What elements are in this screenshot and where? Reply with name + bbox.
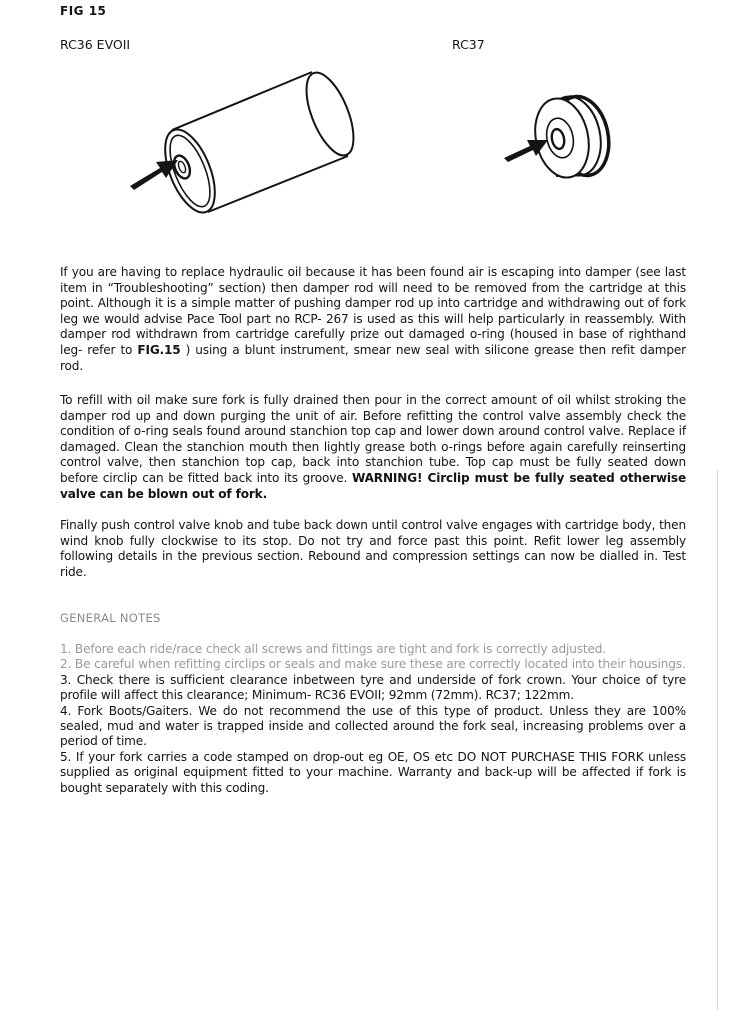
- general-notes-list: [60, 642, 686, 796]
- warning-text: WARNING! Circlip must be fully seated otherwise valve can be blown out of fork.: [60, 470, 686, 501]
- rc36-cartridge-illustration: [120, 64, 360, 224]
- paragraph-text: Finally push control valve knob and tube back down until control valve engages with cartridge body, then wind knob fully clockwise to its stop. Do not try and force past this point. Refit lower leg assembly following details in the previous section. Rebound and compression settings can now be dialled in. Test ride.: [60, 518, 686, 579]
- note-item: 4. Fork Boots/Gaiters. We do not recommend the use of this type of product. Unless they are 100% sealed, mud and water is trapped inside and collected around the fork seal, increasing problems over a period of time.: [60, 703, 686, 749]
- note-item: 1. Before each ride/race check all screws and fittings are tight and fork is correctly adjusted.: [60, 642, 606, 656]
- paragraph-text: To refill with oil make sure fork is fully drained then pour in the correct amount of oil whilst stroking the damper rod up and down purging the unit of air. Before refitting the control valve assembly check the condition of o-ring seals found around stanchion top cap and lower down around control valve. Replace if damaged. Clean the stanchion mouth then lightly grease both o-rings before again carefully reinserting control valve, then stanchion top cap, back into stanchion tube. Top cap must be fully seated down before circlip can be fitted back into its groove.: [60, 393, 686, 485]
- note-item: 2. Be careful when refitting circlips or seals and make sure these are correctly located into their housings.: [60, 657, 686, 672]
- general-notes-heading: GENERAL NOTES: [60, 611, 161, 625]
- rc36-evoii-label: RC36 EVOII: [60, 37, 131, 52]
- rc37-label: RC37: [452, 37, 485, 52]
- paragraph-final-steps: [60, 518, 686, 580]
- paragraph-replace-hydraulic-oil: [60, 265, 686, 374]
- figure-reference: FIG.15: [137, 342, 181, 357]
- paragraph-refill-oil: [60, 393, 686, 502]
- note-item: 3. Check there is sufficient clearance inbetween tyre and underside of fork crown. Your choice of tyre profile will affect this clearance; Minimum- RC36 EVOII; 92mm (72mm). RC37; 122mm.: [60, 672, 686, 703]
- paragraph-text: If you are having to replace hydraulic oil because it has been found air is escaping into damper (see last item in “Troubleshooting” section) then damper rod will need to be removed from the cartridge at this point. Although it is a simple matter of pushing damper rod up into cartridge and withdrawing out of fork leg we would advise Pace Tool part no RCP- 267 is used as this will help particularly in reassembly. With damper rod withdrawn from cartridge carefully prize out damaged o-ring (housed in base of righthand leg- refer to: [60, 265, 686, 357]
- figure-label: FIG 15: [60, 4, 107, 18]
- note-item: 5. If your fork carries a code stamped on drop-out eg OE, OS etc DO NOT PURCHASE THIS FORK unless supplied as original equipment fitted to your machine. Warranty and back-up will be affected if fork is bought separately with this coding.: [60, 749, 686, 795]
- rc37-cartridge-illustration: [500, 88, 620, 188]
- paragraph-text-end: ) using a blunt instrument, smear new seal with silicone grease then refit damper rod.: [60, 342, 686, 373]
- scan-edge-line: [717, 470, 718, 1010]
